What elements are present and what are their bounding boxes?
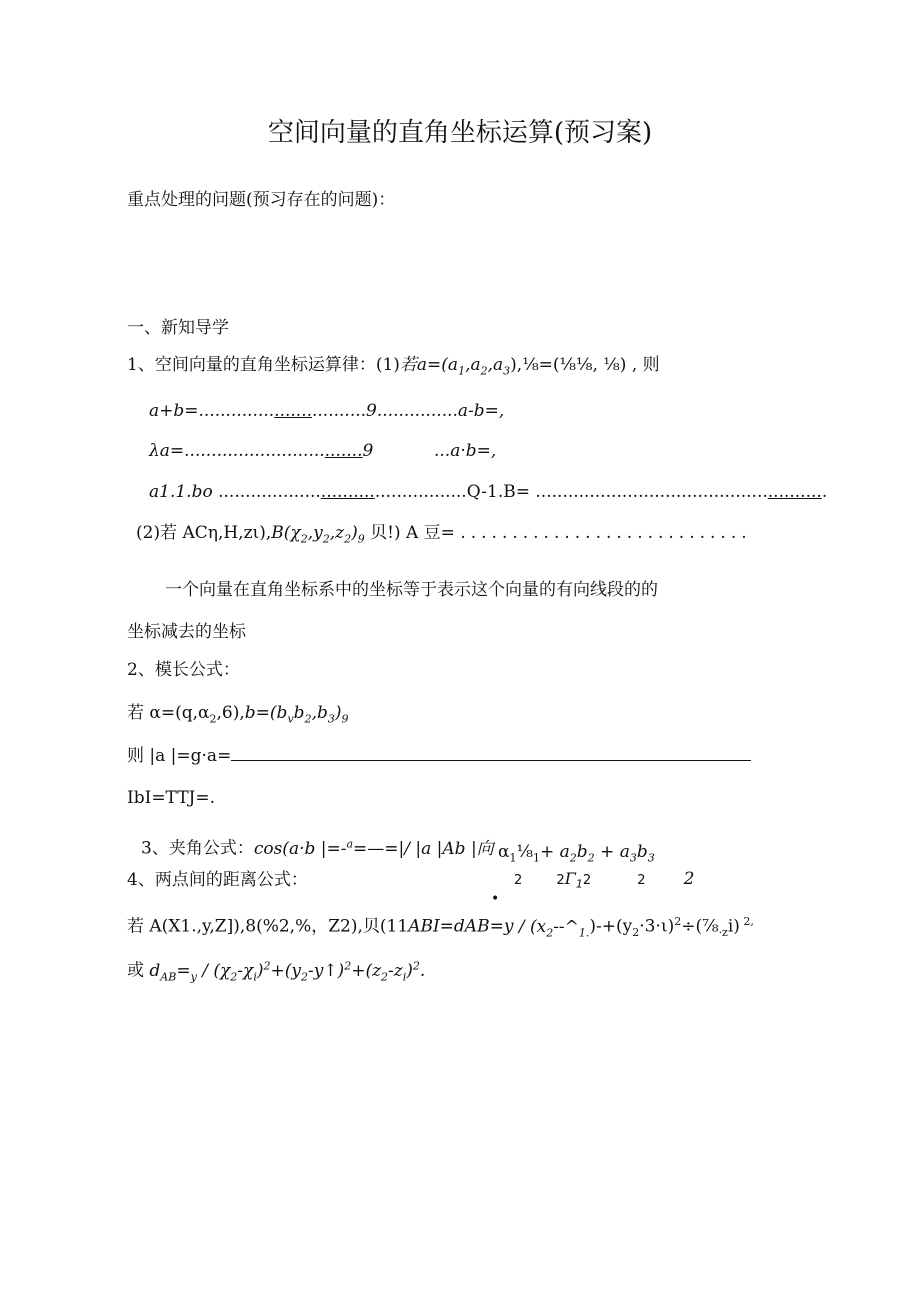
dot-product-label: ...a·b=, [434, 441, 497, 461]
denominator-squares: 2 $2\Gamma_12$ 2 2 [514, 869, 695, 891]
section-heading: 一、新知导学 [127, 318, 229, 338]
modulus-a-line: 则 |a |=g·a= [127, 745, 751, 767]
key-issues-label: 重点处理的问题(预习存在的问题)： [127, 190, 396, 210]
answer-blank [231, 746, 751, 761]
item3-line: 3、夹角公式：cos(a·b |=-$^a$=—=|/ |a |Ab |向 [141, 837, 494, 859]
page-title: 空间向量的直角坐标运算(预习案) [267, 118, 653, 148]
item1-row-scalar: λa=.................................9 [149, 441, 374, 461]
item1-row-add: a+b=...............................9...............a-b=, [149, 401, 505, 421]
item1-prefix: 1、空间向量的直角坐标运算律：(1) [127, 355, 400, 375]
scalar-label: λa= [149, 441, 185, 461]
item1-part2: (2)若 $AC\eta,H,z\iota),B(\chi_2,y_2,z_2)_9$ 贝!) A 豆= ............................ [136, 523, 752, 546]
stray-dot: • [491, 891, 500, 907]
note-line-2: 坐标减去的坐标 [127, 622, 246, 642]
item1-cond-tail: ),⅛=(⅛⅛, ⅛) , 则 [510, 355, 660, 375]
item4-heading: 4、两点间的距离公式： [127, 870, 308, 890]
item1-row-parallel: a1.1.bo ..............................................Q-1.B= ...................................................... [149, 482, 828, 502]
angle-numerator: $\alpha_1\frac{1}{8}_1+ a_2b_2 + a_3b_3$ [498, 842, 655, 865]
diff-label: a-b=, [457, 401, 505, 421]
item1-cond: 若$a=(a_1,a_2,a_3$ [399, 355, 511, 378]
item2-condition: 若 $\alpha=(q,\alpha_2,6),b=(b_vb_2,b_3)_9$ [127, 703, 349, 726]
item1-heading [127, 354, 660, 382]
distance-line-1: 若 A(X1.,y,Z]),8(%2,%，Z2),贝($11ABI=dAB=y / (x_2--\^{}_{1.})-+(y_2\cdot 3\cdot\iota)^2\div(\frac{7}{8}_{\cdot z}i)$ $^{2,}$ [127, 915, 754, 940]
distance-line-2: 或 $d_{AB}=_y$ / $(\chi_2-\chi_i)^2+(y_2-y↑)^2+(z_2-z_i)^2$. [127, 959, 426, 984]
sum-label: a+b= [149, 401, 199, 421]
modulus-b-line: IbI=TTJ=. [127, 788, 216, 808]
note-line-1: 一个向量在直角坐标系中的坐标等于表示这个向量的有向线段的的 [165, 580, 658, 600]
item2-heading: 2、模长公式： [127, 660, 240, 680]
